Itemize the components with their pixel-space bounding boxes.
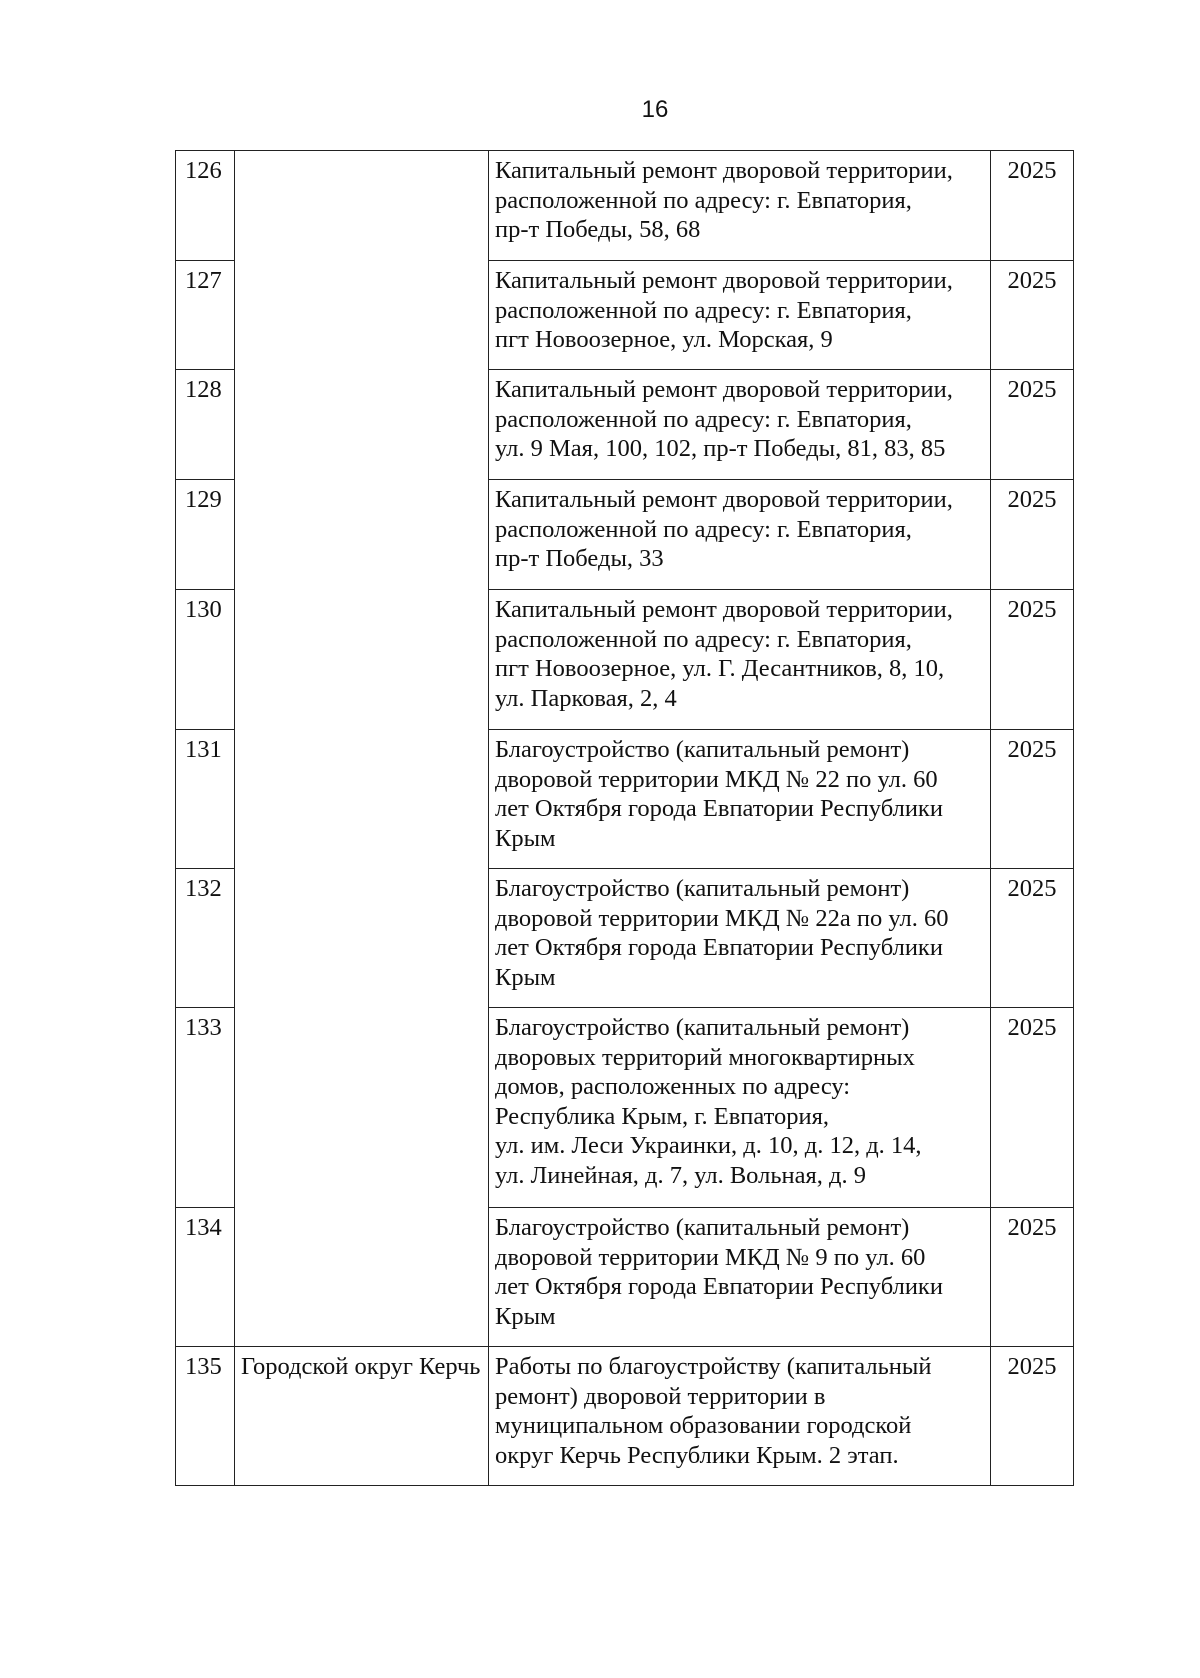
- district-cell: [235, 370, 489, 480]
- description-line: ул. Линейная, д. 7, ул. Вольная, д. 9: [495, 1161, 866, 1189]
- description-cell: [489, 869, 991, 1008]
- row-number: 133: [176, 1008, 235, 1208]
- district-cell: [235, 151, 489, 261]
- description-line: домов, расположенных по адресу:: [495, 1073, 851, 1100]
- description-line: дворовой территории МКД № 22а по ул. 60: [495, 904, 949, 932]
- row-number: 127: [176, 261, 235, 370]
- description-line: расположенной по адресу: г. Евпатория,: [495, 515, 912, 543]
- table-row: [176, 869, 1074, 1008]
- table-row: [176, 151, 1074, 261]
- year-cell: 2025: [991, 869, 1074, 1008]
- year-cell: 2025: [991, 590, 1074, 730]
- description-line: Капитальный ремонт дворовой территории,: [495, 596, 953, 623]
- description-cell: [489, 151, 991, 261]
- description-line: расположенной по адресу: г. Евпатория,: [495, 405, 912, 433]
- table-row: [176, 1208, 1074, 1347]
- description-cell: [489, 1347, 991, 1486]
- description-line: ул. 9 Мая, 100, 102, пр-т Победы, 81, 83, 85: [495, 435, 946, 462]
- district-cell: [235, 590, 489, 730]
- table-row: [176, 730, 1074, 869]
- district-cell: [235, 869, 489, 1008]
- description-line: расположенной по адресу: г. Евпатория,: [495, 186, 912, 214]
- description-line: Работы по благоустройству (капитальный: [495, 1353, 932, 1380]
- district-cell: [235, 1008, 489, 1208]
- table-row: [176, 1347, 1074, 1486]
- description-line: Благоустройство (капитальный ремонт): [495, 875, 910, 902]
- project-table: [175, 150, 1074, 1486]
- table-row: [176, 480, 1074, 590]
- row-number: 135: [176, 1347, 235, 1486]
- row-number: 130: [176, 590, 235, 730]
- description-line: муниципальном образовании городской: [495, 1412, 912, 1439]
- description-cell: [489, 1008, 991, 1208]
- year-cell: 2025: [991, 730, 1074, 869]
- year-cell: 2025: [991, 151, 1074, 261]
- year-cell: 2025: [991, 261, 1074, 370]
- description-line: Капитальный ремонт дворовой территории,: [495, 267, 953, 294]
- row-number: 132: [176, 869, 235, 1008]
- description-line: Благоустройство (капитальный ремонт): [495, 1214, 910, 1241]
- description-line: Крым: [495, 963, 556, 991]
- description-line: Крым: [495, 1302, 556, 1330]
- description-line: расположенной по адресу: г. Евпатория,: [495, 296, 912, 324]
- description-line: пр-т Победы, 33: [495, 545, 664, 572]
- description-line: Капитальный ремонт дворовой территории,: [495, 486, 953, 513]
- description-line: лет Октября города Евпатории Республики: [495, 934, 943, 961]
- description-line: ул. Парковая, 2, 4: [495, 684, 677, 712]
- description-cell: [489, 480, 991, 590]
- year-cell: 2025: [991, 1347, 1074, 1486]
- description-line: лет Октября города Евпатории Республики: [495, 795, 943, 822]
- description-line: округ Керчь Республики Крым. 2 этап.: [495, 1441, 899, 1469]
- description-cell: [489, 590, 991, 730]
- table-row: [176, 590, 1074, 730]
- year-cell: 2025: [991, 370, 1074, 480]
- district-cell: [235, 1208, 489, 1347]
- year-cell: 2025: [991, 1208, 1074, 1347]
- table-row: [176, 370, 1074, 480]
- row-number: 128: [176, 370, 235, 480]
- description-line: лет Октября города Евпатории Республики: [495, 1273, 943, 1300]
- district-cell: [235, 480, 489, 590]
- table-row: [176, 261, 1074, 370]
- description-line: дворовой территории МКД № 22 по ул. 60: [495, 765, 938, 793]
- description-line: Благоустройство (капитальный ремонт): [495, 1014, 910, 1041]
- description-line: пгт Новоозерное, ул. Морская, 9: [495, 326, 833, 353]
- description-line: Капитальный ремонт дворовой территории,: [495, 157, 953, 184]
- description-line: ремонт) дворовой территории в: [495, 1382, 826, 1410]
- description-line: пгт Новоозерное, ул. Г. Десантников, 8, 10,: [495, 655, 945, 682]
- description-line: Республика Крым, г. Евпатория,: [495, 1102, 830, 1130]
- description-line: пр-т Победы, 58, 68: [495, 216, 701, 243]
- row-number: 134: [176, 1208, 235, 1347]
- row-number: 129: [176, 480, 235, 590]
- description-cell: [489, 261, 991, 370]
- description-line: Капитальный ремонт дворовой территории,: [495, 376, 953, 403]
- description-line: ул. им. Леси Украинки, д. 10, д. 12, д. 14,: [495, 1132, 922, 1159]
- description-line: дворовой территории МКД № 9 по ул. 60: [495, 1243, 926, 1271]
- district-cell: Городской округ Керчь: [235, 1347, 489, 1486]
- row-number: 126: [176, 151, 235, 261]
- description-line: расположенной по адресу: г. Евпатория,: [495, 625, 912, 653]
- description-line: Крым: [495, 824, 556, 852]
- description-line: дворовых территорий многоквартирных: [495, 1043, 915, 1071]
- year-cell: 2025: [991, 1008, 1074, 1208]
- district-cell: [235, 730, 489, 869]
- row-number: 131: [176, 730, 235, 869]
- table-row: [176, 1008, 1074, 1208]
- year-cell: 2025: [991, 480, 1074, 590]
- description-cell: [489, 730, 991, 869]
- page-number: 16: [641, 96, 669, 123]
- description-cell: [489, 370, 991, 480]
- description-line: Благоустройство (капитальный ремонт): [495, 736, 910, 763]
- district-cell: [235, 261, 489, 370]
- description-cell: [489, 1208, 991, 1347]
